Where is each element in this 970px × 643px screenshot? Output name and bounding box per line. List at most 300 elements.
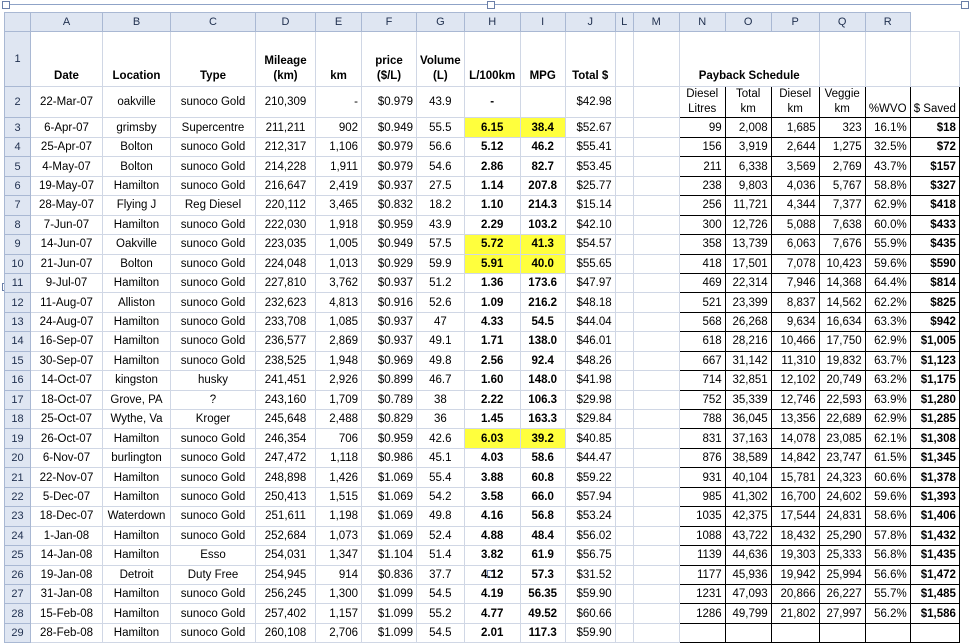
total-cell[interactable]: $41.98 xyxy=(565,371,615,390)
veggie-km-cell[interactable]: 323 xyxy=(819,118,865,137)
total-cell[interactable]: $40.85 xyxy=(565,429,615,448)
empty-cell[interactable] xyxy=(633,468,679,487)
mileage-cell[interactable]: 238,525 xyxy=(256,351,316,370)
total-km-cell[interactable]: 35,339 xyxy=(725,390,771,409)
diesel-km-cell[interactable]: 2,644 xyxy=(771,137,819,156)
saved-cell[interactable]: $590 xyxy=(910,254,959,273)
veggie-km-cell[interactable]: 24,323 xyxy=(819,468,865,487)
type-cell[interactable]: sunoco Gold xyxy=(171,273,256,292)
veggie-km-cell[interactable]: 24,831 xyxy=(819,507,865,526)
wvo-percent-cell[interactable]: 57.8% xyxy=(865,526,910,545)
saved-cell[interactable]: $1,123 xyxy=(910,351,959,370)
total-cell[interactable]: $56.75 xyxy=(565,546,615,565)
total-km-cell[interactable]: 11,721 xyxy=(725,196,771,215)
column-header-n[interactable]: N xyxy=(679,13,725,32)
type-cell[interactable]: sunoco Gold xyxy=(171,429,256,448)
mpg-cell[interactable]: 57.3 xyxy=(520,565,565,584)
mileage-cell[interactable]: 214,228 xyxy=(256,157,316,176)
type-cell[interactable]: Kroger xyxy=(171,410,256,429)
total-cell[interactable]: $53.45 xyxy=(565,157,615,176)
total-cell[interactable]: $55.65 xyxy=(565,254,615,273)
header-l100km[interactable]: L/100km xyxy=(464,32,520,87)
km-cell[interactable]: 3,465 xyxy=(316,196,362,215)
date-cell[interactable]: 22-Nov-07 xyxy=(31,468,103,487)
km-cell[interactable]: 1,515 xyxy=(316,487,362,506)
price-cell[interactable]: $0.836 xyxy=(362,565,417,584)
location-cell[interactable]: Hamilton xyxy=(103,487,171,506)
price-cell[interactable]: $0.916 xyxy=(362,293,417,312)
l100km-cell[interactable]: 1.71 xyxy=(464,332,520,351)
date-cell[interactable]: 7-Jun-07 xyxy=(31,215,103,234)
volume-cell[interactable]: 59.9 xyxy=(417,254,465,273)
mpg-cell[interactable]: 56.8 xyxy=(520,507,565,526)
volume-cell[interactable]: 45.1 xyxy=(417,448,465,467)
veggie-km-cell[interactable]: 19,832 xyxy=(819,351,865,370)
diesel-litres-cell[interactable]: 256 xyxy=(679,196,725,215)
location-cell[interactable]: Waterdown xyxy=(103,507,171,526)
column-header-r[interactable]: R xyxy=(865,13,910,32)
empty-cell[interactable] xyxy=(633,487,679,506)
mpg-cell[interactable]: 38.4 xyxy=(520,118,565,137)
empty-cell[interactable] xyxy=(615,254,633,273)
header-km[interactable]: km xyxy=(316,32,362,87)
header-type[interactable]: Type xyxy=(171,32,256,87)
l100km-cell[interactable]: 1.60 xyxy=(464,371,520,390)
mpg-cell[interactable]: 39.2 xyxy=(520,429,565,448)
empty-cell[interactable] xyxy=(633,390,679,409)
km-cell[interactable]: 2,926 xyxy=(316,371,362,390)
l100km-cell[interactable]: 4.03 xyxy=(464,448,520,467)
empty-cell[interactable] xyxy=(615,371,633,390)
mpg-cell[interactable]: 216.2 xyxy=(520,293,565,312)
veggie-km-cell[interactable]: 5,767 xyxy=(819,176,865,195)
total-km-cell[interactable]: 3,919 xyxy=(725,137,771,156)
saved-cell[interactable]: $418 xyxy=(910,196,959,215)
total-km-cell[interactable]: 17,501 xyxy=(725,254,771,273)
km-cell[interactable]: 2,869 xyxy=(316,332,362,351)
row-header[interactable]: 5 xyxy=(5,157,31,176)
saved-cell[interactable]: $1,345 xyxy=(910,448,959,467)
l100km-cell[interactable]: 1.10 xyxy=(464,196,520,215)
diesel-litres-cell[interactable]: 300 xyxy=(679,215,725,234)
empty-cell[interactable] xyxy=(615,584,633,603)
wvo-percent-cell[interactable]: 61.5% xyxy=(865,448,910,467)
location-cell[interactable]: Bolton xyxy=(103,157,171,176)
empty-cell[interactable] xyxy=(633,332,679,351)
total-cell[interactable]: $47.97 xyxy=(565,273,615,292)
km-cell[interactable]: 1,073 xyxy=(316,526,362,545)
wvo-percent-cell[interactable]: 55.9% xyxy=(865,235,910,254)
row-header[interactable]: 29 xyxy=(5,623,31,642)
veggie-km-cell[interactable]: 7,638 xyxy=(819,215,865,234)
empty-cell[interactable] xyxy=(615,118,633,137)
price-cell[interactable]: $0.937 xyxy=(362,176,417,195)
km-cell[interactable]: 902 xyxy=(316,118,362,137)
empty-cell[interactable] xyxy=(615,448,633,467)
empty-cell[interactable] xyxy=(633,312,679,331)
km-cell[interactable]: 1,013 xyxy=(316,254,362,273)
row-header[interactable]: 1 xyxy=(5,32,31,87)
diesel-litres-cell[interactable]: 931 xyxy=(679,468,725,487)
mileage-cell[interactable]: 248,898 xyxy=(256,468,316,487)
location-cell[interactable]: Hamilton xyxy=(103,604,171,623)
diesel-litres-cell[interactable]: 238 xyxy=(679,176,725,195)
mileage-cell[interactable]: 250,413 xyxy=(256,487,316,506)
km-cell[interactable]: 1,948 xyxy=(316,351,362,370)
empty-cell[interactable] xyxy=(633,118,679,137)
date-cell[interactable]: 9-Jul-07 xyxy=(31,273,103,292)
veggie-km-cell[interactable]: 14,562 xyxy=(819,293,865,312)
empty-cell[interactable] xyxy=(865,32,910,87)
diesel-litres-cell[interactable]: 1286 xyxy=(679,604,725,623)
diesel-litres-cell[interactable]: 156 xyxy=(679,137,725,156)
veggie-km-cell[interactable]: 10,423 xyxy=(819,254,865,273)
volume-cell[interactable]: 49.8 xyxy=(417,507,465,526)
veggie-km-cell[interactable]: 22,689 xyxy=(819,410,865,429)
volume-cell[interactable]: 56.6 xyxy=(417,137,465,156)
date-cell[interactable]: 19-Jan-08 xyxy=(31,565,103,584)
wvo-percent-cell[interactable]: 64.4% xyxy=(865,273,910,292)
volume-cell[interactable]: 54.5 xyxy=(417,623,465,642)
diesel-litres-cell[interactable]: 667 xyxy=(679,351,725,370)
veggie-km-cell[interactable]: 23,747 xyxy=(819,448,865,467)
empty-cell[interactable] xyxy=(615,273,633,292)
wvo-percent-cell[interactable]: 60.0% xyxy=(865,215,910,234)
mileage-cell[interactable]: 256,245 xyxy=(256,584,316,603)
diesel-km-cell[interactable]: 15,781 xyxy=(771,468,819,487)
diesel-litres-cell[interactable]: 1177 xyxy=(679,565,725,584)
diesel-km-cell[interactable]: 19,942 xyxy=(771,565,819,584)
type-cell[interactable]: sunoco Gold xyxy=(171,157,256,176)
km-cell[interactable]: 1,106 xyxy=(316,137,362,156)
empty-cell[interactable] xyxy=(633,32,679,87)
empty-cell[interactable] xyxy=(910,32,959,87)
l100km-cell[interactable]: 5.72 xyxy=(464,235,520,254)
total-km-cell[interactable]: 12,726 xyxy=(725,215,771,234)
diesel-km-cell[interactable]: 11,310 xyxy=(771,351,819,370)
type-cell[interactable]: sunoco Gold xyxy=(171,351,256,370)
row-header[interactable]: 18 xyxy=(5,410,31,429)
saved-cell[interactable]: $327 xyxy=(910,176,959,195)
price-cell[interactable]: $0.789 xyxy=(362,390,417,409)
diesel-km-cell[interactable]: 14,078 xyxy=(771,429,819,448)
column-header-c[interactable]: C xyxy=(171,13,256,32)
veggie-km-cell[interactable]: 7,377 xyxy=(819,196,865,215)
wvo-percent-cell[interactable]: 63.3% xyxy=(865,312,910,331)
header-date[interactable]: Date xyxy=(31,32,103,87)
location-cell[interactable]: Hamilton xyxy=(103,584,171,603)
km-cell[interactable]: 1,198 xyxy=(316,507,362,526)
total-km-cell[interactable]: 6,338 xyxy=(725,157,771,176)
mpg-cell[interactable]: 148.0 xyxy=(520,371,565,390)
date-cell[interactable]: 22-Mar-07 xyxy=(31,87,103,118)
total-km-cell[interactable]: 49,799 xyxy=(725,604,771,623)
row-header[interactable]: 19 xyxy=(5,429,31,448)
saved-cell[interactable]: $1,406 xyxy=(910,507,959,526)
column-header-e[interactable]: E xyxy=(316,13,362,32)
empty-cell[interactable] xyxy=(633,429,679,448)
l100km-cell[interactable]: 4.12 xyxy=(464,565,520,584)
volume-cell[interactable]: 54.6 xyxy=(417,157,465,176)
volume-cell[interactable]: 27.5 xyxy=(417,176,465,195)
column-header-l[interactable]: L xyxy=(615,13,633,32)
location-cell[interactable]: Oakville xyxy=(103,235,171,254)
saved-cell[interactable]: $1,586 xyxy=(910,604,959,623)
saved-cell[interactable]: $1,435 xyxy=(910,546,959,565)
km-cell[interactable]: 1,426 xyxy=(316,468,362,487)
total-cell[interactable]: $48.18 xyxy=(565,293,615,312)
total-km-cell[interactable]: 41,302 xyxy=(725,487,771,506)
column-header-b[interactable]: B xyxy=(103,13,171,32)
volume-cell[interactable]: 51.4 xyxy=(417,546,465,565)
diesel-litres-cell[interactable]: 418 xyxy=(679,254,725,273)
wvo-percent-cell[interactable]: 43.7% xyxy=(865,157,910,176)
empty-cell[interactable] xyxy=(615,137,633,156)
price-cell[interactable]: $0.949 xyxy=(362,235,417,254)
diesel-litres-cell[interactable]: 211 xyxy=(679,157,725,176)
total-km-cell[interactable]: 26,268 xyxy=(725,312,771,331)
mileage-cell[interactable]: 247,472 xyxy=(256,448,316,467)
mpg-cell[interactable]: 106.3 xyxy=(520,390,565,409)
type-cell[interactable]: sunoco Gold xyxy=(171,176,256,195)
row-header[interactable]: 28 xyxy=(5,604,31,623)
empty-cell[interactable] xyxy=(615,196,633,215)
column-header-j[interactable]: J xyxy=(565,13,615,32)
row-header[interactable]: 16 xyxy=(5,371,31,390)
column-header-q[interactable]: Q xyxy=(819,13,865,32)
saved-cell[interactable] xyxy=(910,623,959,642)
location-cell[interactable]: Hamilton xyxy=(103,215,171,234)
veggie-km-cell[interactable]: 16,634 xyxy=(819,312,865,331)
veggie-km-cell[interactable]: 24,602 xyxy=(819,487,865,506)
volume-cell[interactable]: 49.1 xyxy=(417,332,465,351)
total-km-cell[interactable]: 44,636 xyxy=(725,546,771,565)
l100km-cell[interactable]: 4.88 xyxy=(464,526,520,545)
empty-cell[interactable] xyxy=(633,273,679,292)
wvo-percent-cell[interactable]: 60.6% xyxy=(865,468,910,487)
diesel-km-cell[interactable]: 7,946 xyxy=(771,273,819,292)
empty-cell[interactable] xyxy=(615,526,633,545)
location-cell[interactable]: Alliston xyxy=(103,293,171,312)
l100km-cell[interactable]: 3.58 xyxy=(464,487,520,506)
empty-cell[interactable] xyxy=(633,526,679,545)
total-cell[interactable]: $59.90 xyxy=(565,584,615,603)
volume-cell[interactable]: 42.6 xyxy=(417,429,465,448)
saved-header[interactable]: $ Saved xyxy=(910,87,959,118)
total-km-cell[interactable]: 2,008 xyxy=(725,118,771,137)
km-cell[interactable]: 2,419 xyxy=(316,176,362,195)
date-cell[interactable]: 25-Oct-07 xyxy=(31,410,103,429)
l100km-cell[interactable]: 2.22 xyxy=(464,390,520,409)
total-cell[interactable]: $59.90 xyxy=(565,623,615,642)
header-total[interactable]: Total $ xyxy=(565,32,615,87)
column-header-d[interactable]: D xyxy=(256,13,316,32)
empty-cell[interactable] xyxy=(615,604,633,623)
km-cell[interactable]: 1,347 xyxy=(316,546,362,565)
saved-cell[interactable]: $1,280 xyxy=(910,390,959,409)
empty-cell[interactable] xyxy=(633,584,679,603)
veggie-km-cell[interactable]: 22,593 xyxy=(819,390,865,409)
mileage-cell[interactable]: 252,684 xyxy=(256,526,316,545)
saved-cell[interactable]: $1,393 xyxy=(910,487,959,506)
volume-cell[interactable]: 18.2 xyxy=(417,196,465,215)
date-cell[interactable]: 25-Apr-07 xyxy=(31,137,103,156)
empty-cell[interactable] xyxy=(615,157,633,176)
mileage-cell[interactable]: 243,160 xyxy=(256,390,316,409)
price-cell[interactable]: $1.069 xyxy=(362,487,417,506)
mileage-cell[interactable]: 220,112 xyxy=(256,196,316,215)
saved-cell[interactable]: $1,175 xyxy=(910,371,959,390)
empty-cell[interactable] xyxy=(633,410,679,429)
diesel-litres-cell[interactable]: 358 xyxy=(679,235,725,254)
diesel-km-cell[interactable] xyxy=(771,623,819,642)
diesel-litres-cell[interactable]: 521 xyxy=(679,293,725,312)
empty-cell[interactable] xyxy=(615,351,633,370)
km-cell[interactable]: 1,911 xyxy=(316,157,362,176)
total-km-cell[interactable]: 23,399 xyxy=(725,293,771,312)
veggie-km-cell[interactable]: 7,676 xyxy=(819,235,865,254)
total-cell[interactable]: $59.22 xyxy=(565,468,615,487)
veggie-km-cell[interactable]: 14,368 xyxy=(819,273,865,292)
mileage-cell[interactable]: 232,623 xyxy=(256,293,316,312)
location-cell[interactable]: Hamilton xyxy=(103,429,171,448)
total-cell[interactable]: $31.52 xyxy=(565,565,615,584)
type-cell[interactable]: sunoco Gold xyxy=(171,312,256,331)
total-cell[interactable]: $57.94 xyxy=(565,487,615,506)
l100km-cell[interactable]: 1.45 xyxy=(464,410,520,429)
diesel-km-cell[interactable]: 10,466 xyxy=(771,332,819,351)
resize-handle-top-right[interactable] xyxy=(961,1,969,9)
saved-cell[interactable]: $433 xyxy=(910,215,959,234)
diesel-km-cell[interactable]: 18,432 xyxy=(771,526,819,545)
mileage-cell[interactable]: 254,945 xyxy=(256,565,316,584)
km-cell[interactable]: 3,762 xyxy=(316,273,362,292)
type-cell[interactable]: sunoco Gold xyxy=(171,623,256,642)
diesel-km-cell[interactable]: 1,685 xyxy=(771,118,819,137)
total-km-cell[interactable]: 42,375 xyxy=(725,507,771,526)
empty-cell[interactable] xyxy=(633,293,679,312)
row-header[interactable]: 7 xyxy=(5,196,31,215)
type-cell[interactable]: sunoco Gold xyxy=(171,507,256,526)
wvo-header[interactable]: %WVO xyxy=(865,87,910,118)
location-cell[interactable]: Wythe, Va xyxy=(103,410,171,429)
l100km-cell[interactable]: 4.16 xyxy=(464,507,520,526)
volume-cell[interactable]: 46.7 xyxy=(417,371,465,390)
type-cell[interactable]: sunoco Gold xyxy=(171,254,256,273)
empty-cell[interactable] xyxy=(633,448,679,467)
mileage-cell[interactable]: 210,309 xyxy=(256,87,316,118)
veggie-km-cell[interactable]: 27,997 xyxy=(819,604,865,623)
price-cell[interactable]: $0.937 xyxy=(362,312,417,331)
type-cell[interactable]: husky xyxy=(171,371,256,390)
column-header-p[interactable]: P xyxy=(771,13,819,32)
diesel-km-cell[interactable]: 5,088 xyxy=(771,215,819,234)
location-cell[interactable]: Hamilton xyxy=(103,468,171,487)
column-header-g[interactable]: G xyxy=(417,13,465,32)
location-cell[interactable]: Flying J xyxy=(103,196,171,215)
row-header[interactable]: 10 xyxy=(5,254,31,273)
empty-cell[interactable] xyxy=(615,332,633,351)
total-km-cell[interactable]: 28,216 xyxy=(725,332,771,351)
volume-cell[interactable]: 57.5 xyxy=(417,235,465,254)
empty-cell[interactable] xyxy=(633,623,679,642)
column-header-a[interactable]: A xyxy=(31,13,103,32)
saved-cell[interactable]: $1,432 xyxy=(910,526,959,545)
empty-cell[interactable] xyxy=(615,390,633,409)
empty-cell[interactable] xyxy=(633,351,679,370)
km-cell[interactable]: 1,157 xyxy=(316,604,362,623)
mpg-cell[interactable]: 49.52 xyxy=(520,604,565,623)
diesel-km-header[interactable]: Diesel km xyxy=(771,87,819,118)
diesel-litres-cell[interactable]: 469 xyxy=(679,273,725,292)
saved-cell[interactable]: $814 xyxy=(910,273,959,292)
diesel-km-cell[interactable]: 17,544 xyxy=(771,507,819,526)
volume-cell[interactable]: 38 xyxy=(417,390,465,409)
date-cell[interactable]: 14-Jun-07 xyxy=(31,235,103,254)
veggie-km-cell[interactable]: 23,085 xyxy=(819,429,865,448)
empty-cell[interactable] xyxy=(615,312,633,331)
column-header-h[interactable]: H xyxy=(464,13,520,32)
total-km-cell[interactable]: 9,803 xyxy=(725,176,771,195)
row-header[interactable]: 13 xyxy=(5,312,31,331)
empty-cell[interactable] xyxy=(819,32,865,87)
empty-cell[interactable] xyxy=(615,623,633,642)
date-cell[interactable]: 24-Aug-07 xyxy=(31,312,103,331)
mileage-cell[interactable]: 246,354 xyxy=(256,429,316,448)
empty-cell[interactable] xyxy=(615,87,633,118)
row-header[interactable]: 17 xyxy=(5,390,31,409)
l100km-cell[interactable]: 6.03 xyxy=(464,429,520,448)
location-cell[interactable]: Hamilton xyxy=(103,526,171,545)
total-km-cell[interactable]: 40,104 xyxy=(725,468,771,487)
empty-cell[interactable] xyxy=(633,546,679,565)
l100km-cell[interactable]: 4.19 xyxy=(464,584,520,603)
date-cell[interactable]: 26-Oct-07 xyxy=(31,429,103,448)
row-header[interactable]: 20 xyxy=(5,448,31,467)
empty-cell[interactable] xyxy=(615,176,633,195)
price-cell[interactable]: $0.959 xyxy=(362,215,417,234)
mpg-cell[interactable] xyxy=(520,87,565,118)
diesel-litres-cell[interactable]: 831 xyxy=(679,429,725,448)
km-cell[interactable]: 1,300 xyxy=(316,584,362,603)
mileage-cell[interactable]: 251,611 xyxy=(256,507,316,526)
km-cell[interactable]: 4,813 xyxy=(316,293,362,312)
l100km-cell[interactable]: - xyxy=(464,87,520,118)
type-cell[interactable]: sunoco Gold xyxy=(171,137,256,156)
mpg-cell[interactable]: 207.8 xyxy=(520,176,565,195)
total-cell[interactable]: $29.98 xyxy=(565,390,615,409)
date-cell[interactable]: 1-Jan-08 xyxy=(31,526,103,545)
mpg-cell[interactable]: 117.3 xyxy=(520,623,565,642)
wvo-percent-cell[interactable]: 62.9% xyxy=(865,332,910,351)
type-cell[interactable]: Esso xyxy=(171,546,256,565)
saved-cell[interactable]: $1,472 xyxy=(910,565,959,584)
total-km-cell[interactable]: 31,142 xyxy=(725,351,771,370)
price-cell[interactable]: $0.969 xyxy=(362,351,417,370)
volume-cell[interactable]: 52.4 xyxy=(417,526,465,545)
row-header[interactable]: 3 xyxy=(5,118,31,137)
type-cell[interactable]: sunoco Gold xyxy=(171,332,256,351)
mpg-cell[interactable]: 54.5 xyxy=(520,312,565,331)
total-cell[interactable]: $53.24 xyxy=(565,507,615,526)
mileage-cell[interactable]: 211,211 xyxy=(256,118,316,137)
l100km-cell[interactable]: 2.56 xyxy=(464,351,520,370)
total-cell[interactable]: $25.77 xyxy=(565,176,615,195)
diesel-litres-cell[interactable]: 1035 xyxy=(679,507,725,526)
total-km-cell[interactable]: 37,163 xyxy=(725,429,771,448)
total-cell[interactable]: $60.66 xyxy=(565,604,615,623)
diesel-km-cell[interactable]: 13,356 xyxy=(771,410,819,429)
